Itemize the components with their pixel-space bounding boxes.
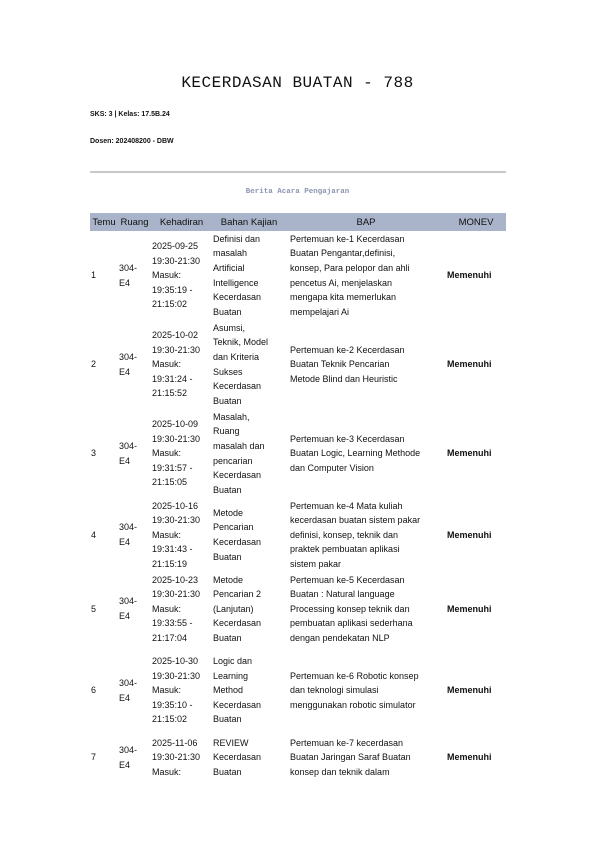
cell-bap [286,320,446,409]
table-header-row [90,213,506,231]
cell-kehadiran-line: 19:31:57 - [152,462,193,473]
cell-temu: 6 [91,685,97,696]
cell-kehadiran-line: 21:15:02 [152,714,188,725]
cell-temu: 1 [91,270,97,281]
cell-bap [286,646,446,735]
cell-bap-line: Buatan Logic, Learning Methode [290,448,421,459]
table-row [90,498,506,572]
cell-ruang-line: E4 [119,366,131,377]
cell-kehadiran-line: Masuk: [152,766,182,777]
cell-bap-line: Pertemuan ke-5 Kecerdasan [290,574,405,585]
cell-bahan-kajian-line: Kecerdasan [213,618,262,629]
cell-bahan-kajian-line: Pencarian [213,522,254,533]
cell-ruang-line: E4 [119,611,131,621]
cell-bahan-kajian [212,231,286,320]
cell-bap-line: Processing konsep teknik dan [290,603,410,614]
header-monev: MONEV [446,213,506,231]
cell-bahan-kajian-line: Metode [213,574,244,585]
cell-kehadiran-line: Masuk: [152,270,182,281]
cell-kehadiran [151,498,212,572]
header-ruang: Ruang [118,213,151,231]
cell-bahan-kajian-line: Kecerdasan [213,292,262,303]
cell-kehadiran [151,735,212,780]
cell-bap-line: Buatan Pengantar,definisi, [290,248,396,259]
cell-bahan-kajian-line: Definisi dan [213,233,261,244]
cell-ruang-line: E4 [119,455,131,466]
cell-bahan-kajian-line: dan Kriteria [213,351,260,362]
cell-kehadiran-line: 19:31:24 - [152,373,193,384]
cell-bahan-kajian-line: (Lanjutan) [213,603,254,614]
cell-bahan-kajian-line: Buatan [213,766,242,777]
cell-ruang [118,409,151,498]
table-row [90,646,506,735]
cell-bahan-kajian-line: Sukses [213,366,243,377]
sks-class-info: SKS: 3 | Kelas: 17.5B.24 [90,111,170,118]
cell-kehadiran-line: 19:30-21:30 [152,515,201,526]
cell-bahan-kajian-line: REVIEW [213,737,249,748]
cell-ruang-line: 304- [119,262,138,273]
cell-bap-line: dan Computer Vision [290,462,374,473]
cell-bahan-kajian-line: Buatan [213,306,242,317]
cell-bap-line: kecerdasan buatan sistem pakar [290,515,421,526]
cell-ruang-line: 304- [119,351,138,362]
cell-bap-line: menggunakan robotic simulator [290,699,416,710]
cell-bahan-kajian [212,735,286,780]
cell-ruang [118,320,151,409]
cell-bap-line: Pertemuan ke-3 Kecerdasan [290,433,405,444]
cell-kehadiran-line: Masuk: [152,359,182,370]
cell-bap-line: Metode Blind dan Heuristic [290,373,398,384]
cell-bahan-kajian-line: Buatan [213,395,242,406]
table-row [90,572,506,646]
cell-bahan-kajian-line: masalah dan [213,440,265,451]
cell-monev: Memenuhi [447,529,492,540]
cell-monev: Memenuhi [447,270,492,281]
cell-bap-line: Buatan : Natural language [290,589,395,600]
cell-bahan-kajian-line: Asumsi, [213,322,246,333]
cell-ruang-line: 304- [119,677,138,688]
cell-kehadiran-line: 21:17:04 [152,632,188,643]
cell-bahan-kajian [212,572,286,646]
header-temu: Temu [90,213,118,231]
cell-bap [286,735,446,780]
cell-ruang-line: E4 [119,537,131,547]
cell-ruang [118,735,151,780]
cell-bahan-kajian-line: Ruang [213,426,240,437]
cell-bap-line: Pertemuan ke-2 Kecerdasan [290,344,405,355]
cell-bahan-kajian-line: Buatan [213,632,242,643]
cell-kehadiran-line: 2025-10-02 [152,330,199,341]
cell-kehadiran [151,409,212,498]
table-row [90,231,506,320]
cell-bahan-kajian [212,498,286,572]
cell-bap-line: dengan pendekatan NLP [290,632,390,643]
cell-bahan-kajian [212,409,286,498]
cell-kehadiran [151,572,212,646]
cell-bahan-kajian-line: Teknik, Model [213,337,269,348]
cell-bap-line: praktek pembuatan aplikasi [290,544,400,555]
page-title: KECERDASAN BUATAN - 788 [181,74,414,92]
cell-kehadiran-line: 21:15:02 [152,299,188,310]
cell-kehadiran-line: 2025-10-23 [152,574,199,585]
cell-bahan-kajian-line: Kecerdasan [213,470,262,481]
cell-ruang [118,572,151,646]
cell-bahan-kajian-line: Kecerdasan [213,752,262,763]
cell-kehadiran-line: 19:30-21:30 [152,344,201,355]
cell-bap-line: mengapa kita memerlukan [290,292,397,303]
cell-kehadiran-line: 2025-10-30 [152,656,199,667]
cell-monev: Memenuhi [447,685,492,696]
table-row [90,409,506,498]
cell-bap-line: pencetus Ai, menjelaskan [290,277,393,288]
cell-kehadiran-line: Masuk: [152,685,182,696]
cell-bap-line: dan teknologi simulasi [290,685,379,696]
cell-temu: 2 [91,359,97,370]
header-bap: BAP [286,213,446,231]
table-row [90,320,506,409]
cell-kehadiran-line: 19:35:10 - [152,699,193,710]
cell-monev: Memenuhi [447,448,492,459]
cell-ruang-line: 304- [119,522,138,533]
cell-temu: 5 [91,603,97,614]
cell-kehadiran [151,646,212,735]
cell-bahan-kajian-line: Artificial [213,262,245,273]
cell-bahan-kajian-line: Method [213,685,244,696]
cell-bap-line: Pertemuan ke-4 Mata kuliah [290,500,403,511]
cell-kehadiran-line: 19:30-21:30 [152,589,201,600]
cell-ruang-line: 304- [119,596,138,607]
cell-bap-line: Buatan Jaringan Saraf Buatan [290,752,411,763]
cell-temu: 3 [91,448,97,459]
cell-kehadiran-line: 21:15:52 [152,388,188,399]
cell-kehadiran-line: 19:30-21:30 [152,752,201,763]
cell-kehadiran-line: 21:15:19 [152,558,188,569]
divider [90,171,506,173]
cell-kehadiran-line: 19:30-21:30 [152,255,201,266]
cell-ruang-line: E4 [119,692,131,703]
cell-ruang [118,231,151,320]
cell-bap-line: Pertemuan ke-1 Kecerdasan [290,233,405,244]
cell-kehadiran-line: 19:35:19 - [152,284,193,295]
cell-ruang-line: E4 [119,277,131,288]
cell-kehadiran-line: 19:33:55 - [152,618,193,629]
cell-monev: Memenuhi [447,603,492,614]
cell-bap-line: konsep dan teknik dalam [290,766,390,777]
cell-kehadiran-line: 19:31:43 - [152,544,193,555]
cell-kehadiran-line: 19:30-21:30 [152,670,201,681]
cell-ruang [118,646,151,735]
cell-bahan-kajian-line: Pencarian 2 [213,589,262,600]
cell-monev: Memenuhi [447,359,492,370]
cell-kehadiran-line: Masuk: [152,529,182,540]
cell-kehadiran-line: 2025-11-06 [152,737,198,748]
cell-bap-line: konsep, Para pelopor dan ahli [290,262,410,273]
cell-ruang-line: 304- [119,440,138,451]
header-kehadiran: Kehadiran [151,213,212,231]
cell-bahan-kajian-line: Kecerdasan [213,537,262,547]
cell-monev: Memenuhi [447,752,492,763]
cell-bap-line: definisi, konsep, teknik dan [290,529,399,540]
cell-bahan-kajian-line: Kecerdasan [213,381,262,392]
cell-bap [286,409,446,498]
cell-bahan-kajian-line: Buatan [213,551,242,562]
cell-temu: 4 [91,529,97,540]
cell-kehadiran-line: 2025-10-16 [152,500,199,511]
teaching-record-table [90,213,506,780]
cell-bahan-kajian [212,646,286,735]
cell-bap-line: sistem pakar [290,558,342,569]
cell-ruang [118,498,151,572]
cell-bahan-kajian-line: Masalah, [213,411,250,422]
cell-kehadiran-line: Masuk: [152,603,182,614]
cell-kehadiran-line: 2025-09-25 [152,241,199,252]
cell-bap-line: mempelajari Ai [290,306,350,317]
cell-bahan-kajian-line: Buatan [213,484,242,495]
cell-bap [286,572,446,646]
cell-kehadiran-line: 19:30-21:30 [152,433,201,444]
cell-bahan-kajian [212,320,286,409]
table-row [90,735,506,780]
cell-bap-line: Buatan Teknik Pencarian [290,359,390,370]
cell-bahan-kajian-line: Learning [213,670,249,681]
cell-bap-line: pembuatan aplikasi sederhana [290,618,413,629]
cell-bahan-kajian-line: Metode [213,507,244,518]
cell-bap [286,231,446,320]
section-title: Berita Acara Pengajaran [245,188,350,196]
cell-bap [286,498,446,572]
cell-kehadiran [151,231,212,320]
cell-kehadiran [151,320,212,409]
cell-ruang-line: 304- [119,744,138,755]
cell-bahan-kajian-line: Logic dan [213,656,253,667]
cell-kehadiran-line: Masuk: [152,448,182,459]
cell-ruang-line: E4 [119,759,131,770]
cell-bahan-kajian-line: Kecerdasan [213,699,262,710]
cell-bahan-kajian-line: pencarian [213,455,253,466]
cell-bahan-kajian-line: masalah [213,248,248,259]
lecturer-info: Dosen: 202408200 - DBW [90,138,174,145]
cell-temu: 7 [91,752,97,763]
header-bahan-kajian: Bahan Kajian [212,213,286,231]
cell-bap-line: Pertemuan ke-7 kecerdasan [290,737,404,748]
cell-kehadiran-line: 2025-10-09 [152,419,199,430]
cell-bap-line: Pertemuan ke-6 Robotic konsep [290,670,419,681]
cell-bahan-kajian-line: Intelligence [213,277,259,288]
cell-bahan-kajian-line: Buatan [213,714,242,725]
cell-kehadiran-line: 21:15:05 [152,477,188,488]
